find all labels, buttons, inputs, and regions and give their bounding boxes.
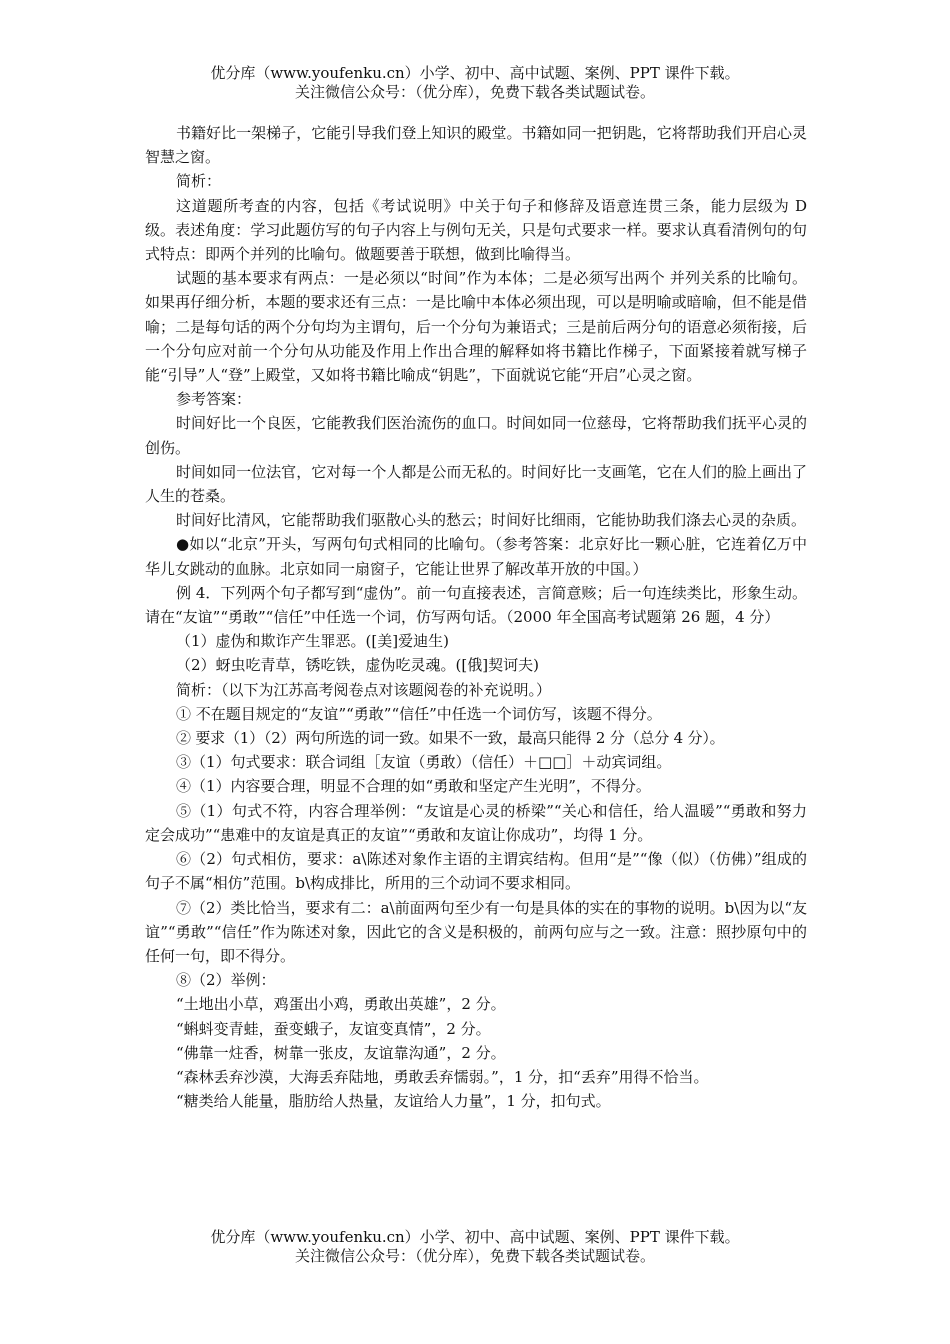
footer-site-line: 优分库（www.youfenku.cn）小学、初中、高中试题、案例、PPT 课件下载。 — [210, 1228, 740, 1246]
intro-example-paragraph: 书籍好比一架梯子，它能引导我们登上知识的殿堂。书籍如同一把钥匙，它将帮助我们开启心灵智慧之窗。 — [145, 124, 807, 167]
grading-rule: ① 不在题目规定的“友谊”“勇敢”“信任”中任选一个词仿写，该题不得分。 — [176, 704, 662, 723]
analysis-note: 简析：（以下为江苏高考阅卷点对该题阅卷的补充说明。） — [176, 680, 552, 699]
grading-rule: ③（1）句式要求：联合词组［友谊（勇敢）（信任）＋□□］＋动宾词组。 — [176, 753, 672, 772]
grading-example: “糖类给人能量，脂肪给人热量，友谊给人力量”，1 分，扣句式。 — [176, 1092, 611, 1111]
analysis-paragraph: 这道题所考查的内容，包括《考试说明》中关于句子和修辞及语意连贯三条，能力层级为 D 级。表述角度：学习此题仿写的句子内容上与例句无关，只是句式要求一样。要求认真看清例句的句式特点：即两个并列的比喻句。做题要善于联想，做到比喻得当。 — [145, 196, 807, 264]
beijing-exercise-paragraph: ●如以“北京”开头，写两句句式相同的比喻句。（参考答案：北京好比一颗心脏，它连着亿万中华儿女跳动的血脉。北京如同一扇窗子，它能让世界了解改革开放的中国。） — [145, 535, 807, 578]
header-site-line: 优分库（www.youfenku.cn）小学、初中、高中试题、案例、PPT 课件下载。 — [210, 64, 740, 82]
page-header — [0, 64, 950, 102]
grading-example: “蝌蚪变青蛙，蚕变蛾子，友谊变真情”，2 分。 — [176, 1019, 491, 1038]
example-sentence: （1）虚伪和欺诈产生罪恶。([美]爱迪生) — [176, 632, 449, 651]
example-4-paragraph: 例 4．下列两个句子都写到“虚伪”。前一句直接表述，言简意赅；后一句连续类比，形象生动。请在“友谊”“勇敢”“信任”中任选一个词，仿写两句话。（2000 年全国高考试题第 26 题，4 分） — [145, 583, 807, 627]
requirements-paragraph: 试题的基本要求有两点：一是必须以“时间”作为本体；二是必须写出两个 并列关系的比喻句。如果再仔细分析，本题的要求还有三点：一是比喻中本体必须出现，可以是明喻或暗喻，但不能是借喻；二是每句话的两个分句均为主谓句，后一个分句为兼语式；三是前后两分句的语意必须衔接，后一个分句应对前一个分句从功能及作用上作出合理的解释如将书籍比作梯子，下面紧接着就写梯子能“引导”人“登”上殿堂，又如将书籍比喻成“钥匙”，下面就说它能“开启”心灵之窗。 — [145, 269, 807, 385]
grading-rule: ⑦（2）类比恰当，要求有二：a\前面两句至少有一句是具体的实在的事物的说明。b\因为以“友谊”“勇敢”“信任”作为陈述对象，因此它的含义是积极的，前两句应与之一致。注意：照抄原句中的任何一句，即不得分。 — [145, 898, 807, 965]
grading-example: “森林丢弃沙漠，大海丢弃陆地，勇敢丢弃懦弱。”，1 分，扣“丢弃”用得不恰当。 — [176, 1067, 709, 1086]
grading-rule: ② 要求（1）（2）两句所选的词一致。如果不一致，最高只能得 2 分（总分 4 分）。 — [176, 729, 725, 748]
grading-example-heading: ⑧（2）举例： — [176, 971, 276, 990]
example-sentence: （2）蚜虫吃青草，锈吃铁，虚伪吃灵魂。([俄]契诃夫) — [176, 656, 539, 675]
reference-answer-heading: 参考答案： — [176, 390, 252, 409]
grading-rule: ⑥（2）句式相仿，要求：a\陈述对象作主语的主谓宾结构。但用“是”“像（似）（仿佛）”组成的句子不属“相仿”范围。b\构成排比，所用的三个动词不要求相同。 — [145, 850, 807, 893]
analysis-heading: 简析： — [176, 172, 222, 191]
grading-example: “佛靠一炷香，树靠一张皮，友谊靠沟通”，2 分。 — [176, 1043, 506, 1062]
grading-rule: ⑤（1）句式不符，内容合理举例：“友谊是心灵的桥梁”“关心和信任，给人温暖”“勇敢和努力定会成功”“患难中的友谊是真正的友谊”“勇敢和友谊让你成功”，均得 1 分。 — [145, 801, 807, 844]
answer-paragraph: 时间好比清风，它能帮助我们驱散心头的愁云；时间好比细雨，它能协助我们涤去心灵的杂质。 — [176, 511, 807, 530]
header-wechat-line: 关注微信公众号：（优分库），免费下载各类试题试卷。 — [294, 83, 655, 101]
answer-paragraph: 时间如同一位法官，它对每一个人都是公而无私的。时间好比一支画笔，它在人们的脸上画出了人生的苍桑。 — [145, 462, 807, 506]
grading-rule: ④（1）内容要合理，明显不合理的如“勇敢和坚定产生光明”，不得分。 — [176, 777, 651, 796]
answer-paragraph: 时间好比一个良医，它能教我们医治流伤的血口。时间如同一位慈母，它将帮助我们抚平心灵的创伤。 — [145, 414, 807, 457]
grading-example: “土地出小草，鸡蛋出小鸡，勇敢出英雄”，2 分。 — [176, 995, 506, 1014]
footer-wechat-line: 关注微信公众号：（优分库），免费下载各类试题试卷。 — [294, 1247, 655, 1265]
document-body — [145, 121, 807, 1113]
page-footer — [0, 1228, 950, 1266]
